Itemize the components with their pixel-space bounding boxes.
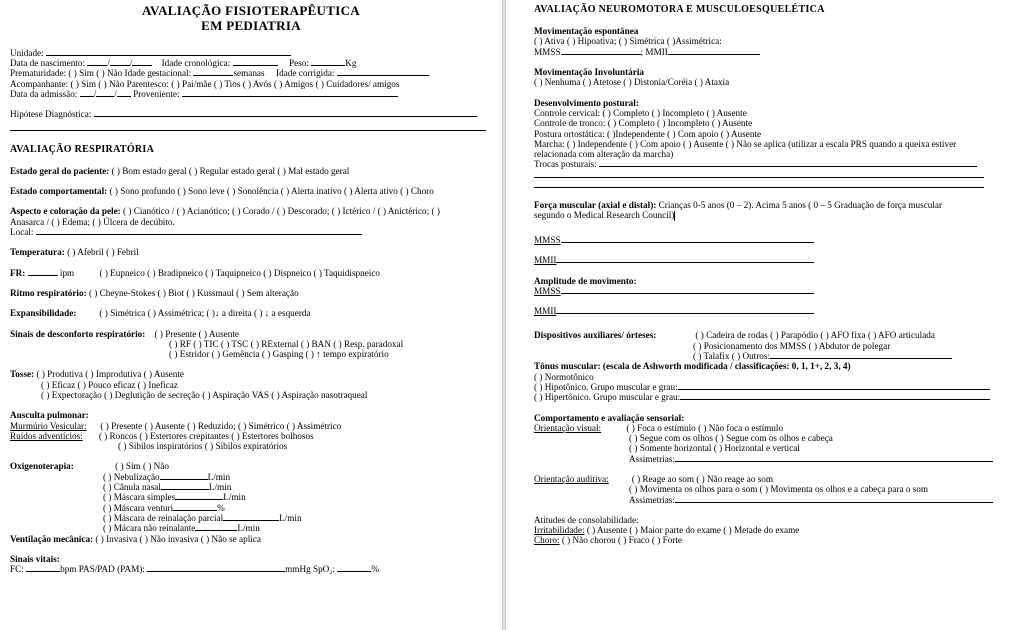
amplitude-mmii-field[interactable] [556, 306, 814, 314]
outros-field[interactable] [770, 351, 952, 359]
admission-day-field[interactable] [80, 89, 94, 97]
oxi-nebulizacao-row: ( ) Nebulização L/min [103, 471, 231, 482]
hipotese-field[interactable] [94, 109, 477, 117]
mov-espontanea-heading: Movimentação espontânea [534, 26, 639, 37]
desenvolvimento-heading: Desenvolvimento postural: [534, 97, 639, 108]
unidade-field[interactable] [46, 48, 291, 56]
ventilacao-row: Ventilação mecânica: ( ) Invasiva ( ) Não invasiva ( ) Não se aplica [10, 533, 261, 544]
tonus-heading: Tônus muscular: (escala de Ashworth modificada / classificações: 0, 1, 1+, 2, 3, 4) [534, 361, 851, 372]
dispositivos-row: Dispositivos auxiliares/ órteses: ( ) Cadeira de rodas ( ) Parapódio ( ) AFO fixa ( ) AFO articulada [534, 330, 935, 341]
mov-mmii-field[interactable] [668, 47, 760, 55]
idade-corrigida-field[interactable] [337, 68, 429, 76]
postura-ortostatica-row[interactable]: Postura ortostática: ( )Independente ( ) Com apoio ( ) Ausente [534, 128, 762, 139]
mov-involuntaria-heading: Movimentação Involuntária [534, 67, 644, 78]
oxi-canula-row: ( ) Cânula nasal L/min [103, 482, 232, 493]
neuromotora-heading: AVALIAÇÃO NEUROMOTORA E MUSCULOESQUELÉTICA [534, 4, 825, 15]
auditiva-assimetrias-field[interactable] [675, 495, 993, 503]
left-page [0, 0, 503, 630]
temperatura-row: Temperatura: ( ) Afebril ( ) Febril [10, 247, 139, 258]
trocas-field[interactable] [599, 159, 977, 167]
auditiva-row-2[interactable]: ( ) Movimenta os olhos para o som ( ) Movimenta os olhos e a cabeça para o som [629, 484, 929, 495]
consolabilidade-heading: Atitudes de consolabilidade: [534, 514, 639, 525]
marcha-row-2: relacionada com alteração da marcha) [534, 149, 674, 160]
admissao-row: Data da admissão: / / Proveniente: [10, 89, 492, 99]
text-cursor [674, 211, 675, 221]
nebulizacao-field[interactable] [160, 472, 208, 480]
tosse-row-2[interactable]: ( ) Eficaz ( ) Pouco eficaz ( ) Ineficaz [41, 379, 178, 390]
visual-assimetrias-field[interactable] [675, 454, 993, 462]
expansibilidade-row: Expansibilidade: ( ) Simétrica ( ) Assimétrica; ( )↓ a direita ( ) ↓ a esquerda [10, 308, 311, 319]
ausculta-heading: Ausculta pulmonar: [10, 410, 89, 421]
fr-row: FR: ipm ( ) Eupneico ( ) Bradipneico ( ) Taquipneico ( ) Dispneico ( ) Taquidispneico [10, 267, 381, 278]
fc-field[interactable] [26, 564, 60, 572]
birth-day-field[interactable] [87, 58, 107, 66]
respiratoria-heading: AVALIAÇÃO RESPIRATÓRIA [10, 143, 155, 155]
visual-assimetrias-row: Assimetrias: [534, 454, 1003, 464]
hipertonico-field[interactable] [680, 392, 990, 400]
right-page [505, 0, 1013, 630]
hipotonico-field[interactable] [678, 382, 990, 390]
unidade-row: Unidade: [10, 48, 492, 58]
mascara-simples-field[interactable] [175, 492, 223, 500]
ruidos-row-2[interactable]: ( ) Sibilos inspiratórios ( ) Sibilos expiratórios [118, 441, 288, 452]
spo2-field[interactable] [337, 564, 371, 572]
dispositivos-row-2[interactable]: ( ) Posicionamento dos MMSS ( ) Abdutor de polegar [693, 340, 891, 351]
mascara-nao-reinalante-field[interactable] [195, 523, 237, 531]
tonus-hipertonico-row: ( ) Hipertônico. Grupo muscular e grau: [534, 392, 1003, 402]
tonus-normotonico-row[interactable]: ( ) Normotônico [534, 371, 594, 382]
fr-field[interactable] [28, 268, 58, 276]
desconforto-row-3[interactable]: ( ) Estridor ( ) Gemência ( ) Gasping ( ) ↑ tempo expiratório [169, 349, 389, 360]
mascara-reinalacao-field[interactable] [223, 513, 279, 521]
sinais-vitais-heading: Sinais vitais: [10, 553, 60, 564]
auditiva-assimetrias-row: Assimetrias: [534, 495, 1003, 505]
oxi-nao-reinalante-row: ( ) Mácara não reinalante L/min [103, 523, 260, 534]
sinais-vitais-row: FC: bpm PAS/PAD (PAM): mmHg SpO₂: % [10, 564, 380, 575]
dispositivos-row-3: ( ) Talafix ( ) Outros: [534, 351, 1003, 361]
local-field[interactable] [36, 227, 362, 235]
forca-mmss-field[interactable] [561, 235, 814, 243]
acompanhante-row: Acompanhante: ( ) Sim ( ) Não Parentesco: ( ) Pai/mãe ( ) Tios ( ) Avós ( ) Amigos ( ) Cuidadores/ amigos [10, 78, 400, 89]
visual-row-2[interactable]: ( ) Segue com os olhos ( ) Segue com os olhos e cabeça [629, 433, 833, 444]
pele-row-2[interactable]: Anasarca / ( ) Edema; ( ) Úlcera de decúbito. [10, 216, 175, 227]
admission-year-field[interactable] [117, 89, 131, 97]
birth-year-field[interactable] [132, 58, 152, 66]
proveniente-field[interactable] [182, 89, 398, 97]
murmurio-row: Murmúrio Vesicular: ( ) Presente ( ) Ausente ( ) Reduzido; ( ) Simétrico ( ) Assimétrico [10, 420, 342, 431]
oxi-reinalacao-row: ( ) Máscara de reinalação parcial L/min [103, 512, 302, 523]
amplitude-heading: Amplitude de movimento: [534, 275, 637, 286]
mascara-venturi-field[interactable] [173, 503, 217, 511]
choro-row: Choro: ( ) Não chorou ( ) Fraco ( ) Forte [534, 535, 682, 546]
controle-cervical-row[interactable]: Controle cervical: ( ) Completo ( ) Incompleto ( ) Ausente [534, 107, 747, 118]
estado-comportamental-row: Estado comportamental: ( ) Sono profundo ( ) Sono leve ( ) Sonolência ( ) Alerta inativo ( ) Alerta ativo ( ) Choro [10, 186, 434, 197]
mov-involuntaria-opts[interactable]: ( ) Nenhuma ( ) Atetose ( ) Distonia/Coréia ( ) Ataxia [534, 77, 730, 88]
amplitude-mmss-field[interactable] [561, 286, 814, 294]
tosse-row: Tosse: ( ) Produtiva ( ) Improdutiva ( ) Ausente [10, 369, 184, 380]
tosse-row-3[interactable]: ( ) Expectoração ( ) Deglutição de secreção ( ) Aspiração VAS ( ) Aspiração nasotraqueal [41, 390, 368, 400]
visual-row-3[interactable]: ( ) Somente horizontal ( ) Horizontal e vertical [629, 443, 800, 454]
oxigenoterapia-row: Oxigenoterapia: ( ) Sim ( ) Não [10, 461, 169, 472]
prematuridade-row: Prematuridade: ( ) Sim ( ) Não Idade gestacional: semanas Idade corrigida: [10, 68, 492, 78]
forca-mmii-field[interactable] [556, 255, 814, 263]
oxi-venturi-row: ( ) Máscara venturi % [103, 502, 225, 513]
ritmo-row: Ritmo respiratório: ( ) Cheyne-Stokes ( ) Biot ( ) Kussmaul ( ) Sem alteração [10, 287, 299, 298]
trocas-row: Trocas posturais: [534, 159, 1003, 169]
birth-month-field[interactable] [110, 58, 130, 66]
auditiva-row: Orientação auditiva: ( ) Reage ao som ( ) Não reage ao som [534, 473, 774, 484]
tonus-hipotonico-row: ( ) Hipotônico. Grupo muscular e grau: [534, 382, 1003, 392]
amplitude-mmii-row: MMII [534, 306, 1003, 316]
amplitude-mmss-row: MMSS [534, 286, 1003, 296]
controle-tronco-row[interactable]: Controle de tronco: ( ) Completo ( ) Incompleto ( ) Ausente [534, 118, 753, 129]
comportamento-heading: Comportamento e avaliação sensorial: [534, 412, 685, 423]
marcha-row[interactable]: Marcha: ( ) Independente ( ) Com apoio ( ) Ausente ( ) Não se aplica (utilizar a escala PRS quando a queixa estiver [534, 138, 957, 149]
oxi-simples-row: ( ) Máscara simples L/min [103, 492, 246, 503]
idade-gestacional-field[interactable] [193, 68, 233, 76]
desconforto-row: Sinais de desconforto respiratório: ( ) Presente ( ) Ausente [10, 328, 239, 339]
desconforto-row-2[interactable]: ( ) RF ( ) TIC ( ) TSC ( ) RExternal ( ) BAN ( ) Resp. paradoxal [169, 338, 404, 349]
forca-row-2: segundo o Medical Research Council) [534, 210, 675, 221]
idade-cronologica-field[interactable] [233, 58, 278, 66]
forca-row: Força muscular (axial e distal): Crianças 0-5 anos (0 – 2). Acima 5 anos ( 0 – 5 Graduação de força muscular [534, 199, 943, 210]
visual-row: Orientação visual: ( ) Foca o estímulo ( ) Não foca o estímulo [534, 422, 784, 433]
irritabilidade-row: Irritabilidade: ( ) Ausente ( ) Maior parte do exame ( ) Metade do exame [534, 525, 800, 536]
hipotese-row: Hipótese Diagnóstica: [10, 109, 492, 119]
ruidos-row: Ruídos adventícios: ( ) Roncos ( ) Estertores crepitantes ( ) Estertores bolhosos [10, 430, 314, 441]
local-row: Local: [10, 227, 492, 237]
admission-month-field[interactable] [96, 89, 114, 97]
estado-geral-row: Estado geral do paciente: ( ) Bom estado geral ( ) Regular estado geral ( ) Mal estado geral [10, 165, 350, 176]
forca-mmii-row: MMII [534, 255, 1003, 265]
document-title: AVALIAÇÃO FISIOTERAPÊUTICA EM PEDIATRIA [142, 3, 360, 33]
mov-espontanea-fields: MMSS ; MMII [534, 47, 1003, 57]
canula-field[interactable] [161, 482, 209, 490]
forca-mmss-row: MMSS [534, 235, 1003, 245]
nascimento-row: Data de nascimento: / / Idade cronológica: Peso: Kg [10, 58, 357, 69]
pas-pad-field[interactable] [147, 564, 285, 572]
mov-mmss-field[interactable] [561, 47, 641, 55]
mov-espontanea-opts[interactable]: ( ) Ativa ( ) Hipoativa; ( ) Simétrica ( )Assimétrica: [534, 36, 722, 47]
pele-row: Aspecto e coloração da pele: ( ) Cianótico / ( ) Acianótico; ( ) Corado / ( ) Descorado; ( ) Ictérico / ( ) Anictérico; ( ) [10, 206, 440, 217]
peso-field[interactable] [311, 58, 345, 66]
